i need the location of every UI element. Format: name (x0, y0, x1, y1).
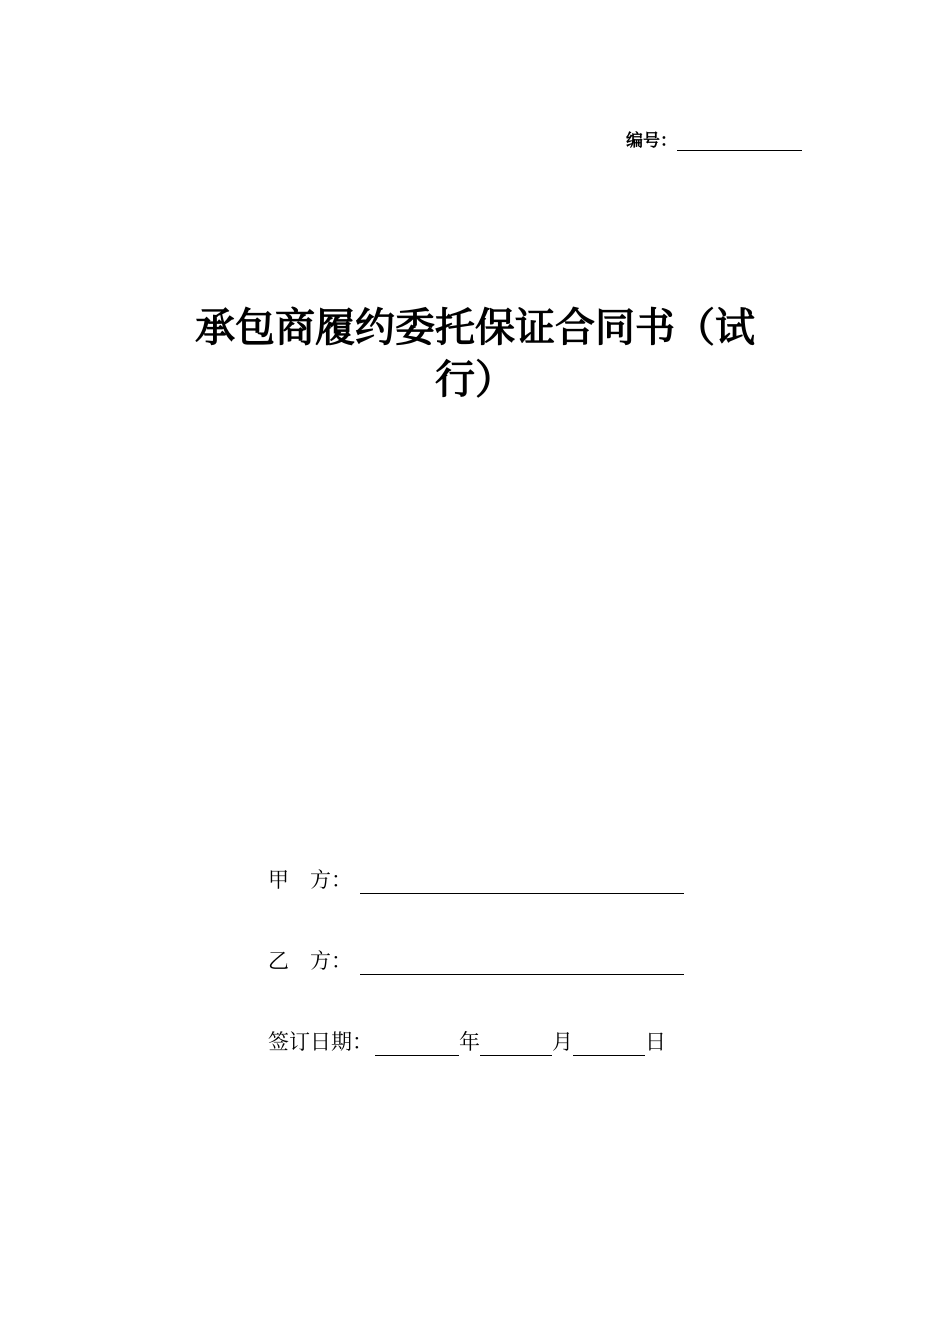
year-field[interactable] (375, 1033, 459, 1056)
month-unit: 月 (552, 1030, 573, 1054)
title-line-2: 行） (435, 356, 515, 403)
party-b-row (268, 945, 684, 975)
party-b-field[interactable] (360, 952, 684, 975)
document-title (180, 302, 770, 406)
serial-number (626, 126, 802, 151)
signing-date-row (268, 1026, 666, 1056)
year-unit: 年 (459, 1030, 480, 1054)
month-field[interactable] (480, 1033, 552, 1056)
title-line-1: 承包商履约委托保证合同书（试 (195, 304, 755, 351)
day-unit: 日 (645, 1030, 666, 1054)
party-a-label: 甲 方： (268, 868, 352, 892)
signing-date-label: 签订日期： (268, 1030, 373, 1054)
day-field[interactable] (573, 1033, 645, 1056)
serial-number-field[interactable] (677, 132, 802, 151)
serial-number-label: 编号： (626, 131, 677, 151)
party-b-label: 乙 方： (268, 949, 352, 973)
party-a-row (268, 864, 684, 894)
party-a-field[interactable] (360, 871, 684, 894)
